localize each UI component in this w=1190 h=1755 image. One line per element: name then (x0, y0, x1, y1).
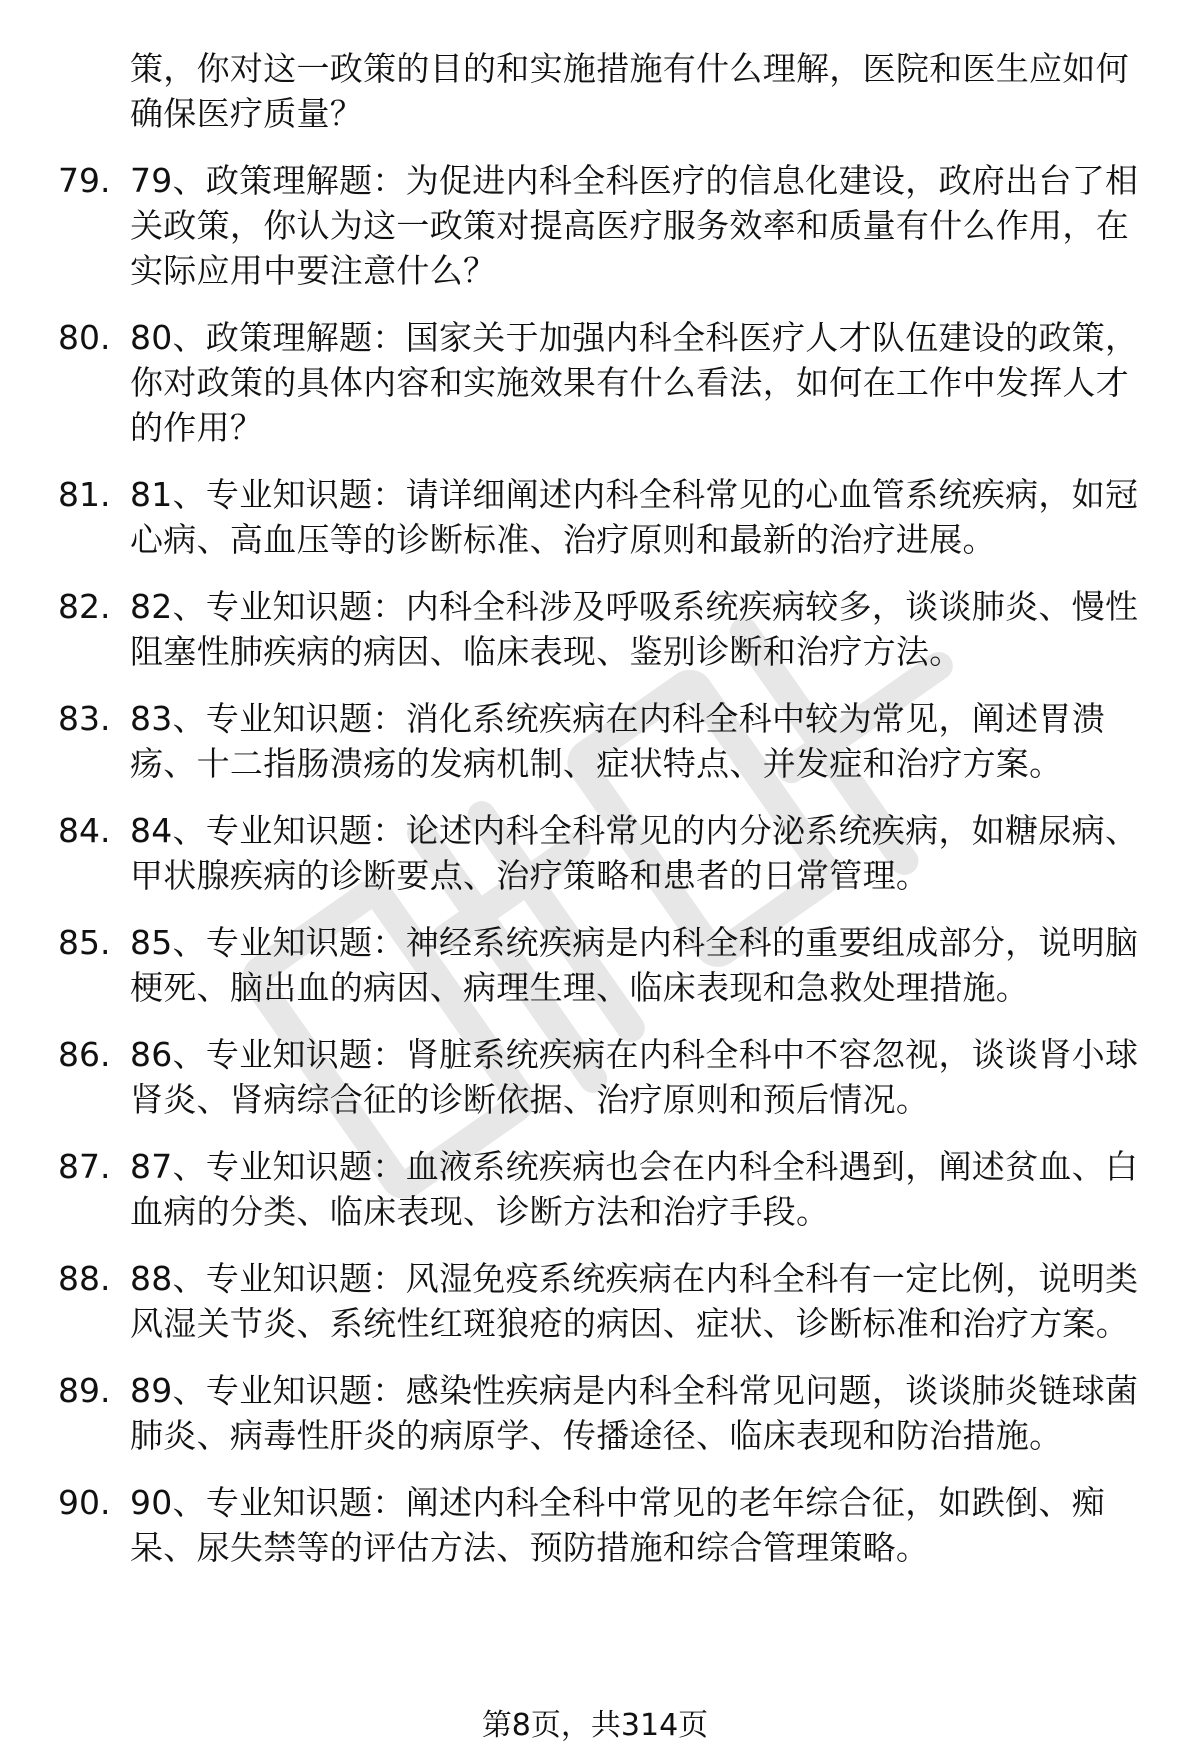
item-number: 88. (58, 1259, 111, 1298)
item-number: 82. (58, 587, 111, 626)
item-text: 90、专业知识题：阐述内科全科中常见的老年综合征，如跌倒、痴呆、尿失禁等的评估方法、预防措施和综合管理策略。 (130, 1483, 1105, 1567)
list-item (0, 1256, 1190, 1346)
item-number: 90. (58, 1483, 111, 1522)
item-text: 81、专业知识题：请详细阐述内科全科常见的心血管系统疾病，如冠心病、高血压等的诊断标准、治疗原则和最新的治疗进展。 (130, 475, 1139, 559)
item-text: 80、政策理解题：国家关于加强内科全科医疗人才队伍建设的政策，你对政策的具体内容和实施效果有什么看法，如何在工作中发挥人才的作用？ (130, 318, 1139, 447)
list-item (0, 584, 1190, 674)
item-text: 84、专业知识题：论述内科全科常见的内分泌系统疾病，如糖尿病、甲状腺疾病的诊断要点、治疗策略和患者的日常管理。 (130, 811, 1139, 895)
list-item (0, 315, 1190, 450)
list-item (0, 472, 1190, 562)
item-text: 88、专业知识题：风湿免疫系统疾病在内科全科有一定比例，说明类风湿关节炎、系统性红斑狼疮的病因、症状、诊断标准和治疗方案。 (130, 1259, 1139, 1343)
item-text: 87、专业知识题：血液系统疾病也会在内科全科遇到，阐述贫血、白血病的分类、临床表现、诊断方法和治疗手段。 (130, 1147, 1139, 1231)
item-number: 86. (58, 1035, 111, 1074)
list-item (0, 1480, 1190, 1570)
item-text: 86、专业知识题：肾脏系统疾病在内科全科中不容忽视，谈谈肾小球肾炎、肾病综合征的诊断依据、治疗原则和预后情况。 (130, 1035, 1139, 1119)
item-number: 83. (58, 699, 111, 738)
list-item (0, 1144, 1190, 1234)
item-number: 81. (58, 475, 111, 514)
item-number: 80. (58, 318, 111, 357)
list-item (0, 920, 1190, 1010)
page-footer: 第8页，共314页 (481, 1708, 709, 1743)
item-text: 85、专业知识题：神经系统疾病是内科全科的重要组成部分，说明脑梗死、脑出血的病因、病理生理、临床表现和急救处理措施。 (130, 923, 1139, 1007)
item-number: 79. (58, 161, 111, 200)
item-text: 策，你对这一政策的目的和实施措施有什么理解，医院和医生应如何确保医疗质量？ (130, 49, 1129, 133)
list-item (0, 808, 1190, 898)
list-item (0, 696, 1190, 786)
item-text: 83、专业知识题：消化系统疾病在内科全科中较为常见，阐述胃溃疡、十二指肠溃疡的发病机制、症状特点、并发症和治疗方案。 (130, 699, 1105, 783)
list-item (0, 158, 1190, 293)
item-text: 89、专业知识题：感染性疾病是内科全科常见问题，谈谈肺炎链球菌肺炎、病毒性肝炎的病原学、传播途径、临床表现和防治措施。 (130, 1371, 1139, 1455)
list-item (0, 1368, 1190, 1458)
list-item (0, 1032, 1190, 1122)
question-list (0, 46, 1190, 1592)
item-text: 79、政策理解题：为促进内科全科医疗的信息化建设，政府出台了相关政策，你认为这一政策对提高医疗服务效率和质量有什么作用，在实际应用中要注意什么？ (130, 161, 1139, 290)
item-number: 89. (58, 1371, 111, 1410)
item-text: 82、专业知识题：内科全科涉及呼吸系统疾病较多，谈谈肺炎、慢性阻塞性肺疾病的病因、临床表现、鉴别诊断和治疗方法。 (130, 587, 1139, 671)
item-number: 87. (58, 1147, 111, 1186)
item-number: 84. (58, 811, 111, 850)
list-item (0, 46, 1190, 136)
item-number: 85. (58, 923, 111, 962)
